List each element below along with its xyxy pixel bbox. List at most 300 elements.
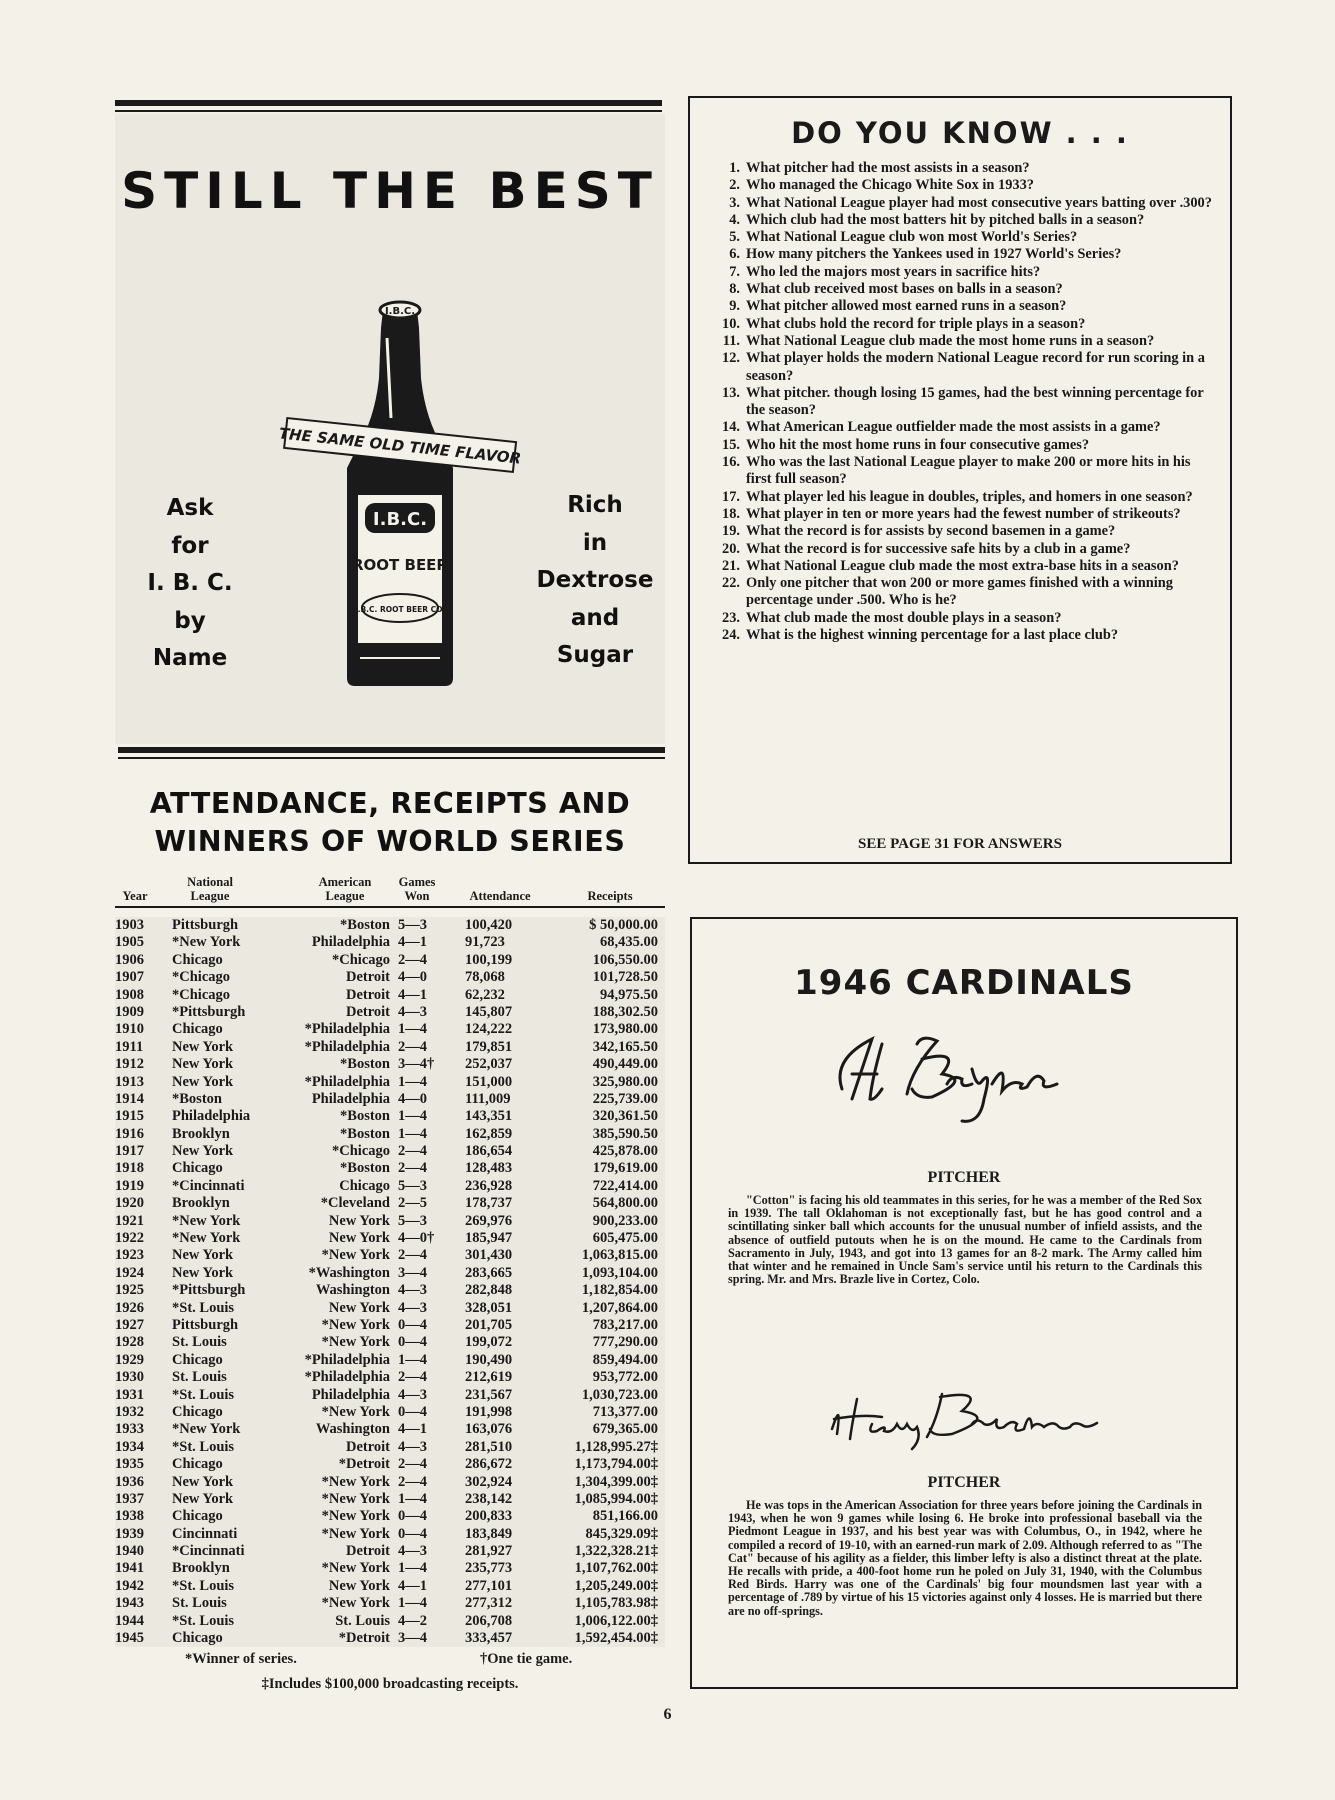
cell-receipts: 320,361.50 bbox=[592, 1108, 658, 1125]
cell-receipts: 953,772.00 bbox=[592, 1369, 658, 1386]
cell-games-won: 2—4 bbox=[398, 1143, 427, 1160]
cell-attendance: 236,928 bbox=[465, 1177, 513, 1194]
cell-american-league: *Boston bbox=[340, 1108, 390, 1125]
cell-national-league: *New York bbox=[172, 1212, 241, 1229]
table-row bbox=[115, 1091, 665, 1108]
cell-attendance: 206,708 bbox=[465, 1612, 513, 1629]
cell-american-league: Philadelphia bbox=[311, 1090, 390, 1107]
table-row bbox=[115, 1439, 665, 1456]
cell-year: 1905 bbox=[115, 934, 144, 951]
cell-games-won: 4—3 bbox=[398, 1543, 427, 1560]
attendance-table bbox=[115, 917, 665, 1647]
quiz-question bbox=[710, 246, 1218, 263]
quiz-question-text: What the record is for successive safe hits by a club in a game? bbox=[746, 540, 1131, 557]
cell-attendance: 100,199 bbox=[465, 951, 513, 968]
cell-year: 1916 bbox=[115, 1125, 144, 1142]
ad-right-line: Dextrose bbox=[536, 567, 654, 593]
table-row bbox=[115, 1421, 665, 1438]
cell-american-league: *Philadelphia bbox=[304, 1073, 390, 1090]
quiz-question-number: 6. bbox=[729, 246, 740, 263]
table-row bbox=[115, 1230, 665, 1247]
cell-attendance: 277,101 bbox=[465, 1577, 513, 1594]
quiz-question bbox=[710, 264, 1218, 281]
cell-american-league: Washington bbox=[315, 1421, 390, 1438]
cell-national-league: New York bbox=[172, 1490, 234, 1507]
bottle-label-maker: I.B.C. ROOT BEER CO. bbox=[354, 605, 446, 614]
cell-attendance: 183,849 bbox=[465, 1525, 513, 1542]
table-row bbox=[115, 917, 665, 934]
cell-attendance: 302,924 bbox=[465, 1473, 513, 1490]
cell-national-league: Chicago bbox=[172, 1021, 223, 1038]
cell-games-won: 3—4 bbox=[398, 1264, 427, 1281]
quiz-title: DO YOU KNOW . . . bbox=[791, 116, 1129, 150]
cell-attendance: 252,037 bbox=[465, 1056, 513, 1073]
footnote-broadcast: ‡Includes $100,000 broadcasting receipts. bbox=[261, 1676, 519, 1692]
cell-national-league: Brooklyn bbox=[172, 1125, 230, 1142]
cell-year: 1927 bbox=[115, 1316, 144, 1333]
cell-attendance: 143,351 bbox=[465, 1108, 513, 1125]
cell-national-league: New York bbox=[172, 1038, 234, 1055]
cell-year: 1941 bbox=[115, 1560, 144, 1577]
table-row bbox=[115, 1178, 665, 1195]
cell-receipts: 179,619.00 bbox=[592, 1160, 658, 1177]
quiz-question-number: 17. bbox=[722, 488, 740, 505]
ad-left-line: by bbox=[174, 607, 206, 634]
table-row bbox=[115, 1334, 665, 1351]
cell-attendance: 91,723 bbox=[465, 934, 505, 951]
ad-left-line: Name bbox=[152, 645, 228, 671]
cell-american-league: *Boston bbox=[340, 1160, 390, 1177]
quiz-question bbox=[710, 333, 1218, 350]
quiz-question-text: What is the highest winning percentage for a last place club? bbox=[746, 627, 1119, 644]
cell-national-league: New York bbox=[172, 1056, 234, 1073]
cell-national-league: Brooklyn bbox=[172, 1195, 230, 1212]
table-row bbox=[115, 1387, 665, 1404]
attendance-title-line: WINNERS OF WORLD SERIES bbox=[154, 825, 626, 858]
cell-american-league: *Detroit bbox=[338, 1456, 390, 1473]
cell-national-league: St. Louis bbox=[172, 1334, 227, 1351]
quiz-question-text: What pitcher. though losing 15 games, had the best winning percentage for the season? bbox=[746, 384, 1204, 419]
ad-left-text bbox=[115, 490, 265, 678]
table-row bbox=[115, 1352, 665, 1369]
cell-year: 1921 bbox=[115, 1212, 144, 1229]
cell-year: 1930 bbox=[115, 1369, 144, 1386]
cell-year: 1924 bbox=[115, 1264, 144, 1281]
table-row bbox=[115, 1265, 665, 1282]
table-row bbox=[115, 1056, 665, 1073]
cell-receipts: 173,980.00 bbox=[592, 1021, 658, 1038]
quiz-answers-note: SEE PAGE 31 FOR ANSWERS bbox=[858, 836, 1062, 852]
bottle-label-name: ROOT BEER bbox=[352, 556, 448, 574]
cell-national-league: New York bbox=[172, 1073, 234, 1090]
cell-games-won: 2—5 bbox=[398, 1195, 427, 1212]
cell-receipts: 1,006,122.00‡ bbox=[574, 1612, 658, 1629]
cell-american-league: *Philadelphia bbox=[304, 1021, 390, 1038]
cell-attendance: 178,737 bbox=[465, 1195, 513, 1212]
signature-harry-brecheen bbox=[812, 1379, 1112, 1459]
cell-games-won: 4—0 bbox=[398, 969, 427, 986]
ad-top-rule bbox=[115, 100, 662, 106]
cell-american-league: *Philadelphia bbox=[304, 1038, 390, 1055]
cell-games-won: 5—3 bbox=[398, 917, 427, 933]
quiz-question bbox=[710, 558, 1218, 575]
table-row bbox=[115, 1578, 665, 1595]
table-row bbox=[115, 1021, 665, 1038]
cell-american-league: *Boston bbox=[340, 1056, 390, 1073]
cell-national-league: *Boston bbox=[172, 1090, 222, 1107]
cell-games-won: 4—0 bbox=[398, 1090, 427, 1107]
cell-attendance: 283,665 bbox=[465, 1264, 513, 1281]
cell-attendance: 200,833 bbox=[465, 1508, 513, 1525]
quiz-question-number: 2. bbox=[729, 177, 740, 194]
cell-attendance: 286,672 bbox=[465, 1456, 513, 1473]
root-beer-bottle-illustration bbox=[275, 298, 525, 688]
bottle-label-logo: I.B.C. bbox=[372, 509, 428, 530]
player-bio: "Cotton" is facing his old teammates in this series, for he was a member of the Red Sox in 1939. The tall Oklahoman is not exceptionally fast, but he has good control and a scintillating sinker ball which accounts for the unusual number of infield assists, and the absence of outfield putouts when he is on the mound. He came to the Cardinals from Sacramento in July, 1943, and got into 13 games for an 8-2 mark. The Army called him that winter and he remained in Uncle Sam's service until his return to the Cardinals this spring. Mr. and Mrs. Brazle live in Cortez, Colo. bbox=[728, 1193, 1202, 1287]
table-row bbox=[115, 952, 665, 969]
cell-year: 1910 bbox=[115, 1021, 144, 1038]
cell-games-won: 4—0† bbox=[398, 1230, 435, 1247]
quiz-question-number: 19. bbox=[722, 523, 740, 540]
quiz-question bbox=[710, 281, 1218, 298]
quiz-question bbox=[710, 437, 1218, 454]
cell-year: 1944 bbox=[115, 1612, 144, 1629]
quiz-question-number: 10. bbox=[722, 315, 740, 332]
cell-year: 1915 bbox=[115, 1108, 144, 1125]
attendance-title bbox=[115, 785, 665, 861]
cell-receipts: 106,550.00 bbox=[592, 951, 658, 968]
cell-american-league: New York bbox=[328, 1212, 390, 1229]
table-row bbox=[115, 1039, 665, 1056]
cell-attendance: 282,848 bbox=[465, 1282, 513, 1299]
quiz-question bbox=[710, 575, 1218, 610]
quiz-question bbox=[710, 489, 1218, 506]
quiz-question-number: 8. bbox=[729, 281, 740, 298]
quiz-question-number: 12. bbox=[722, 350, 740, 367]
cell-receipts: 1,592,454.00‡ bbox=[574, 1630, 658, 1647]
cell-american-league: Washington bbox=[315, 1282, 390, 1299]
cell-year: 1940 bbox=[115, 1543, 144, 1560]
cell-games-won: 3—4 bbox=[398, 1630, 427, 1647]
cell-receipts: $ 50,000.00 bbox=[589, 917, 658, 933]
quiz-question bbox=[710, 385, 1218, 420]
cell-attendance: 301,430 bbox=[465, 1247, 513, 1264]
cell-national-league: Chicago bbox=[172, 951, 223, 968]
cell-american-league: *Philadelphia bbox=[304, 1351, 390, 1368]
table-row bbox=[115, 1369, 665, 1386]
table-row bbox=[115, 1213, 665, 1230]
quiz-question-text: What club made the most double plays in a season? bbox=[746, 609, 1062, 626]
quiz-question-text: What player holds the modern National League record for run scoring in a season? bbox=[746, 350, 1205, 384]
cell-national-league: *St. Louis bbox=[172, 1386, 235, 1403]
quiz-question bbox=[710, 627, 1218, 644]
cell-year: 1926 bbox=[115, 1299, 144, 1316]
cell-american-league: Detroit bbox=[345, 1543, 390, 1560]
ad-left-line: for bbox=[171, 532, 209, 559]
col-header-year: Year bbox=[122, 889, 148, 903]
table-row bbox=[115, 1300, 665, 1317]
cell-american-league: *New York bbox=[321, 1525, 390, 1542]
cell-year: 1935 bbox=[115, 1456, 144, 1473]
cell-year: 1912 bbox=[115, 1056, 144, 1073]
cell-attendance: 124,222 bbox=[465, 1021, 513, 1038]
cell-national-league: *New York bbox=[172, 1230, 241, 1247]
quiz-question-number: 5. bbox=[729, 229, 740, 246]
cell-year: 1923 bbox=[115, 1247, 144, 1264]
ibc-root-beer-ad bbox=[115, 114, 665, 744]
col-header-national-league: National League bbox=[187, 875, 233, 903]
cell-attendance: 281,510 bbox=[465, 1438, 513, 1455]
cell-national-league: *Chicago bbox=[172, 969, 230, 986]
table-row bbox=[115, 969, 665, 986]
cell-national-league: Chicago bbox=[172, 1403, 223, 1420]
cell-year: 1931 bbox=[115, 1386, 144, 1403]
table-row bbox=[115, 1004, 665, 1021]
cell-national-league: *St. Louis bbox=[172, 1438, 235, 1455]
quiz-question-number: 9. bbox=[729, 298, 740, 315]
cell-receipts: 1,128,995.27‡ bbox=[574, 1438, 658, 1455]
quiz-question bbox=[710, 212, 1218, 229]
cell-american-league: Chicago bbox=[339, 1177, 390, 1194]
cell-games-won: 0—4 bbox=[398, 1403, 427, 1420]
cell-american-league: St. Louis bbox=[335, 1612, 390, 1629]
cell-receipts: 1,085,994.00‡ bbox=[574, 1490, 658, 1507]
table-row bbox=[115, 1282, 665, 1299]
ad-top-rule-thin bbox=[115, 110, 662, 112]
table-row bbox=[115, 934, 665, 951]
cell-year: 1929 bbox=[115, 1351, 144, 1368]
bottle-cap-logo: I.B.C. bbox=[384, 306, 416, 317]
attendance-title-line: ATTENDANCE, RECEIPTS AND bbox=[149, 787, 631, 820]
cell-year: 1922 bbox=[115, 1230, 144, 1247]
cell-national-league: New York bbox=[172, 1247, 234, 1264]
cell-american-league: Detroit bbox=[345, 1438, 390, 1455]
table-row bbox=[115, 1491, 665, 1508]
col-header-american-league: American League bbox=[318, 875, 372, 903]
cell-receipts: 1,093,104.00 bbox=[581, 1264, 658, 1281]
cell-attendance: 163,076 bbox=[465, 1421, 513, 1438]
cell-national-league: New York bbox=[172, 1264, 234, 1281]
cell-attendance: 62,232 bbox=[465, 986, 505, 1003]
quiz-question-number: 16. bbox=[722, 454, 740, 471]
quiz-question bbox=[710, 506, 1218, 523]
table-row bbox=[115, 1317, 665, 1334]
cell-games-won: 4—3 bbox=[398, 1282, 427, 1299]
quiz-question-number: 14. bbox=[722, 419, 740, 436]
cell-year: 1938 bbox=[115, 1508, 144, 1525]
cell-games-won: 0—4 bbox=[398, 1508, 427, 1525]
table-row bbox=[115, 1508, 665, 1525]
quiz-question bbox=[710, 610, 1218, 627]
quiz-question-text: What pitcher allowed most earned runs in a season? bbox=[746, 298, 1067, 315]
quiz-question-text: What National League club made the most extra-base hits in a season? bbox=[746, 557, 1179, 574]
quiz-question-number: 23. bbox=[722, 609, 740, 626]
cell-attendance: 199,072 bbox=[465, 1334, 513, 1351]
quiz-question-text: What pitcher had the most assists in a season? bbox=[746, 160, 1030, 176]
cell-year: 1908 bbox=[115, 986, 144, 1003]
cardinals-title: 1946 CARDINALS bbox=[794, 963, 1134, 1003]
cell-receipts: 94,975.50 bbox=[600, 986, 658, 1003]
table-row bbox=[115, 1195, 665, 1212]
table-header-rule bbox=[115, 906, 665, 908]
table-row bbox=[115, 987, 665, 1004]
cell-american-league: *Boston bbox=[340, 917, 390, 933]
cell-games-won: 4—1 bbox=[398, 1421, 427, 1438]
cell-receipts: 1,304,399.00‡ bbox=[574, 1473, 658, 1490]
cell-attendance: 235,773 bbox=[465, 1560, 513, 1577]
quiz-question bbox=[710, 195, 1218, 212]
cell-games-won: 2—4 bbox=[398, 1456, 427, 1473]
cell-receipts: 845,329.09‡ bbox=[585, 1525, 658, 1542]
cell-national-league: Chicago bbox=[172, 1160, 223, 1177]
quiz-question-text: Who was the last National League player to make 200 or more hits in his first full season? bbox=[746, 454, 1191, 488]
quiz-question-text: Who managed the Chicago White Sox in 1933? bbox=[746, 177, 1034, 194]
quiz-question bbox=[710, 350, 1218, 385]
cell-attendance: 231,567 bbox=[465, 1386, 513, 1403]
quiz-question bbox=[710, 541, 1218, 558]
quiz-question bbox=[710, 419, 1218, 436]
cell-year: 1933 bbox=[115, 1421, 144, 1438]
cell-national-league: New York bbox=[172, 1473, 234, 1490]
cell-american-league: *New York bbox=[321, 1490, 390, 1507]
cell-games-won: 3—4† bbox=[398, 1056, 435, 1073]
cell-games-won: 2—4 bbox=[398, 1473, 427, 1490]
quiz-question bbox=[710, 523, 1218, 540]
cell-receipts: 722,414.00 bbox=[592, 1177, 658, 1194]
table-row bbox=[115, 1474, 665, 1491]
ad-right-line: in bbox=[582, 529, 608, 556]
cell-attendance: 145,807 bbox=[465, 1003, 513, 1020]
quiz-question-list bbox=[710, 160, 1218, 644]
ad-right-line: Sugar bbox=[556, 642, 634, 668]
cell-american-league: New York bbox=[328, 1230, 390, 1247]
cell-receipts: 1,205,249.00‡ bbox=[574, 1577, 658, 1594]
cell-year: 1939 bbox=[115, 1525, 144, 1542]
attendance-table-header bbox=[115, 873, 665, 905]
quiz-question-number: 3. bbox=[729, 194, 740, 211]
cell-american-league: *Washington bbox=[308, 1264, 390, 1281]
cell-receipts: 225,739.00 bbox=[592, 1090, 658, 1107]
cell-year: 1943 bbox=[115, 1595, 144, 1612]
cell-attendance: 333,457 bbox=[465, 1630, 513, 1647]
cell-year: 1906 bbox=[115, 951, 144, 968]
cell-attendance: 162,859 bbox=[465, 1125, 513, 1142]
cell-american-league: Detroit bbox=[345, 969, 390, 986]
cell-games-won: 0—4 bbox=[398, 1334, 427, 1351]
cell-attendance: 151,000 bbox=[465, 1073, 513, 1090]
cell-games-won: 1—4 bbox=[398, 1490, 427, 1507]
cell-national-league: *New York bbox=[172, 1421, 241, 1438]
cell-american-league: Detroit bbox=[345, 1003, 390, 1020]
player-position: PITCHER bbox=[927, 1169, 1001, 1186]
quiz-question bbox=[710, 229, 1218, 246]
cell-national-league: Chicago bbox=[172, 1508, 223, 1525]
cell-national-league: *Pittsburgh bbox=[172, 1282, 246, 1299]
cell-year: 1918 bbox=[115, 1160, 144, 1177]
cell-games-won: 1—4 bbox=[398, 1125, 427, 1142]
cell-national-league: St. Louis bbox=[172, 1595, 227, 1612]
cell-attendance: 277,312 bbox=[465, 1595, 513, 1612]
cell-american-league: *New York bbox=[321, 1334, 390, 1351]
cell-year: 1913 bbox=[115, 1073, 144, 1090]
cell-attendance: 238,142 bbox=[465, 1490, 513, 1507]
cell-national-league: New York bbox=[172, 1143, 234, 1160]
quiz-question-number: 13. bbox=[722, 384, 740, 401]
cell-games-won: 0—4 bbox=[398, 1525, 427, 1542]
player-position: PITCHER bbox=[927, 1474, 1001, 1491]
cell-receipts: 325,980.00 bbox=[592, 1073, 658, 1090]
cell-games-won: 5—3 bbox=[398, 1212, 427, 1229]
cell-american-league: Philadelphia bbox=[311, 934, 390, 951]
bottle-band-text: THE SAME OLD TIME FLAVOR bbox=[278, 424, 522, 468]
cell-american-league: Detroit bbox=[345, 986, 390, 1003]
quiz-question bbox=[710, 177, 1218, 194]
cell-games-won: 4—2 bbox=[398, 1612, 427, 1629]
cell-american-league: *Boston bbox=[340, 1125, 390, 1142]
cell-games-won: 0—4 bbox=[398, 1316, 427, 1333]
col-header-games-won: Games Won bbox=[398, 875, 436, 903]
cell-receipts: 859,494.00 bbox=[592, 1351, 658, 1368]
ad-right-line: Rich bbox=[567, 492, 623, 518]
cell-receipts: 68,435.00 bbox=[600, 934, 658, 951]
col-header-receipts: Receipts bbox=[587, 889, 633, 903]
quiz-question-text: What National League player had most consecutive years batting over .300? bbox=[746, 194, 1212, 211]
cell-american-league: *Cleveland bbox=[320, 1195, 390, 1212]
cell-receipts: 605,475.00 bbox=[592, 1230, 658, 1247]
cell-national-league: Chicago bbox=[172, 1456, 223, 1473]
cell-attendance: 191,998 bbox=[465, 1403, 513, 1420]
cell-year: 1903 bbox=[115, 917, 144, 933]
cell-games-won: 1—4 bbox=[398, 1351, 427, 1368]
quiz-question-text: What National League club won most World's Series? bbox=[746, 229, 1078, 246]
signature-al-brazle bbox=[812, 1029, 1112, 1129]
cell-receipts: 490,449.00 bbox=[592, 1056, 658, 1073]
cell-national-league: *St. Louis bbox=[172, 1299, 235, 1316]
cell-games-won: 4—1 bbox=[398, 1577, 427, 1594]
quiz-question-text: How many pitchers the Yankees used in 1927 World's Series? bbox=[746, 246, 1122, 263]
cell-national-league: *New York bbox=[172, 934, 241, 951]
quiz-question-text: What the record is for assists by second basemen in a game? bbox=[746, 523, 1116, 540]
cell-national-league: Cincinnati bbox=[172, 1525, 238, 1542]
table-row bbox=[115, 1456, 665, 1473]
table-row bbox=[115, 1595, 665, 1612]
quiz-question-number: 18. bbox=[722, 505, 740, 522]
quiz-question-number: 21. bbox=[722, 557, 740, 574]
cell-american-league: *Detroit bbox=[338, 1630, 390, 1647]
table-row bbox=[115, 1126, 665, 1143]
cell-games-won: 5—3 bbox=[398, 1177, 427, 1194]
table-row bbox=[115, 1247, 665, 1264]
cell-american-league: New York bbox=[328, 1299, 390, 1316]
cell-receipts: 1,322,328.21‡ bbox=[574, 1543, 658, 1560]
cell-year: 1945 bbox=[115, 1630, 144, 1647]
cell-american-league: *New York bbox=[321, 1247, 390, 1264]
quiz-question bbox=[710, 454, 1218, 489]
cell-attendance: 100,420 bbox=[465, 917, 513, 933]
cell-american-league: *New York bbox=[321, 1473, 390, 1490]
cell-year: 1937 bbox=[115, 1490, 144, 1507]
cell-year: 1920 bbox=[115, 1195, 144, 1212]
cell-games-won: 2—4 bbox=[398, 1369, 427, 1386]
table-row bbox=[115, 1143, 665, 1160]
quiz-question-text: Who hit the most home runs in four consecutive games? bbox=[746, 436, 1090, 453]
cell-receipts: 1,030,723.00 bbox=[581, 1386, 658, 1403]
cell-national-league: Pittsburgh bbox=[172, 1316, 239, 1333]
cell-games-won: 4—3 bbox=[398, 1003, 427, 1020]
cell-year: 1917 bbox=[115, 1143, 144, 1160]
cell-attendance: 201,705 bbox=[465, 1316, 513, 1333]
ad-right-text bbox=[515, 487, 675, 675]
